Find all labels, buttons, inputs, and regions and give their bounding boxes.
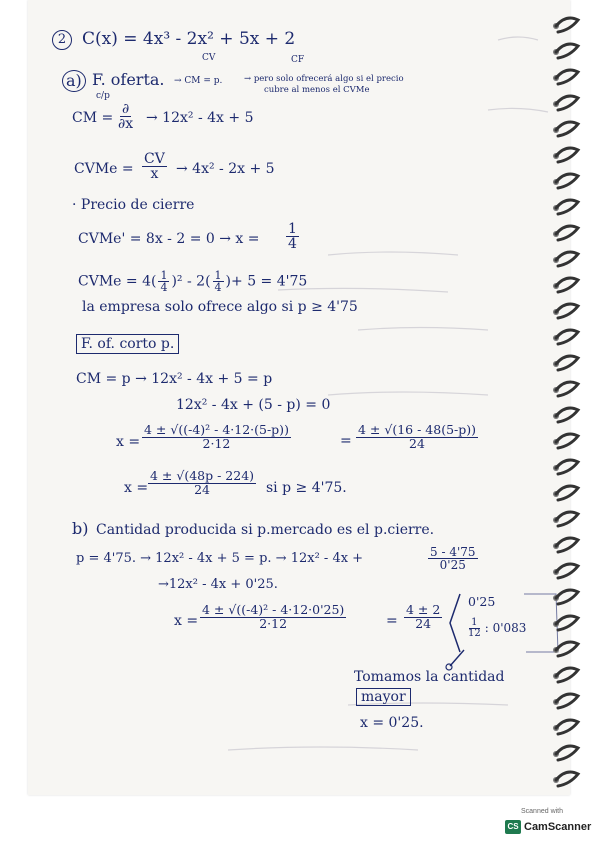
binding-ring	[556, 720, 578, 734]
part-b-solution: $\frac{\text{4 ± √((-4)² - 4·12·0'25)}}{2\cdot 12}$	[202, 602, 345, 631]
part-b-line-1: p = 4'75. → 12x² - 4x + 5 = p. → 12x² - 4x +	[76, 551, 364, 566]
eq-supply-lhs: x =	[124, 480, 149, 496]
binding-ring	[556, 772, 578, 786]
root-2: $\frac{1}{12}$ : 0'083	[468, 617, 527, 639]
cvme-derivative-eq: CVMe' = 8x - 2 = 0 → x =	[78, 231, 260, 247]
spiral-binding	[548, 0, 598, 795]
cm-derivative: $\frac{\partial}{\partial x}$	[118, 101, 134, 132]
binding-ring	[556, 434, 578, 448]
part-b-line-1-fraction: $\frac{5 - 4'75}{0'25}$	[430, 545, 476, 572]
binding-ring	[556, 746, 578, 760]
binding-ring	[556, 252, 578, 266]
part-b-line-2: →12x² - 4x + 0'25.	[158, 577, 278, 592]
cm-lhs: CM =	[72, 110, 114, 126]
camscanner-logo-icon: CS	[505, 820, 521, 834]
binding-ring	[556, 226, 578, 240]
binding-ring	[556, 642, 578, 656]
eq-supply-condition: si p ≥ 4'75.	[266, 480, 347, 496]
binding-ring	[556, 356, 578, 370]
binding-ring	[556, 616, 578, 630]
cost-function: C(x) = 4x³ - 2x² + 5x + 2	[82, 29, 296, 49]
eq-quadratic: 12x² - 4x + (5 - p) = 0	[176, 397, 331, 413]
part-b-solution-lhs: x =	[174, 613, 199, 629]
part-a-label: a)	[62, 70, 86, 92]
binding-ring	[556, 200, 578, 214]
binding-ring	[556, 564, 578, 578]
conclusion-line-1: Tomamos la cantidad	[354, 669, 505, 685]
binding-ring	[556, 330, 578, 344]
notebook-page	[28, 0, 570, 795]
problem-number: 2	[52, 30, 72, 50]
root-1: 0'25	[468, 594, 496, 609]
binding-ring	[556, 174, 578, 188]
part-a-cm-eq-p: → CM = p.	[174, 76, 223, 86]
camscanner-badge	[501, 806, 592, 840]
binding-ring	[556, 590, 578, 604]
short-run-supply-heading: F. of. corto p.	[76, 334, 179, 354]
eq-cm-equals-p: CM = p → 12x² - 4x + 5 = p	[76, 371, 273, 387]
part-a-heading-sub: c/p	[96, 91, 110, 101]
cierre-heading: · Precio de cierre	[72, 197, 195, 213]
cvme-fraction: $\frac{CV}{x}$	[144, 151, 165, 182]
binding-ring	[556, 70, 578, 84]
part-b-heading: Cantidad producida si p.mercado es el p.cierre.	[96, 522, 435, 538]
cvme-rhs: → 4x² - 2x + 5	[176, 161, 275, 177]
final-answer: x = 0'25.	[360, 715, 424, 731]
binding-ring	[556, 148, 578, 162]
cvme-lhs: CVMe =	[74, 161, 134, 177]
binding-ring	[556, 382, 578, 396]
binding-ring	[556, 96, 578, 110]
cvme-derivative-frac: $\frac{1}{4}$	[288, 221, 297, 252]
binding-ring	[556, 18, 578, 32]
binding-ring	[556, 512, 578, 526]
binding-ring	[556, 668, 578, 682]
eq-quadratic-formula-eq: =	[340, 433, 352, 449]
part-a-heading: F. oferta.	[92, 70, 165, 89]
empresa-note: la empresa solo ofrece algo si p ≥ 4'75	[82, 299, 358, 315]
part-b-solution-eq: =	[386, 613, 398, 629]
eq-supply-function: $\frac{4 \pm √(48p - 224)}{24}$	[150, 468, 255, 497]
eq-quadratic-formula-simplified: $\frac{4 \pm √(16 - 48(5-p))}{24}$	[358, 422, 477, 451]
part-b-label: b)	[72, 519, 89, 538]
scanned-with-label: Scanned with	[520, 808, 564, 815]
eq-quadratic-formula-lhs: x =	[116, 434, 141, 450]
binding-ring	[556, 460, 578, 474]
eq-quadratic-formula: $\frac{\text{4 ± √((-4)² - 4·12·(5-p))}}{2\cdot 12}$	[144, 422, 289, 451]
cf-label: CF	[291, 55, 305, 65]
camscanner-name: CamScanner	[524, 821, 592, 833]
binding-ring	[556, 44, 578, 58]
binding-ring	[556, 694, 578, 708]
conclusion-line-2: mayor	[356, 688, 411, 706]
binding-ring	[556, 278, 578, 292]
cv-label: CV	[202, 53, 216, 63]
binding-ring	[556, 408, 578, 422]
part-b-solution-simplified: $\frac{4 \pm 2}{24}$	[406, 602, 441, 631]
part-a-note-2: cubre al menos el CVMe	[264, 85, 370, 95]
binding-ring	[556, 122, 578, 136]
binding-ring	[556, 486, 578, 500]
binding-ring	[556, 538, 578, 552]
cvme-value-eq: CVMe = 4( $\frac{1}{4}$ )² - 2( $\frac{1}{4}$ )+ 5 = 4'75	[78, 269, 308, 294]
part-a-note-1: → pero solo ofrecerá algo si el precio	[244, 74, 404, 84]
binding-ring	[556, 304, 578, 318]
cm-rhs: → 12x² - 4x + 5	[146, 110, 254, 126]
